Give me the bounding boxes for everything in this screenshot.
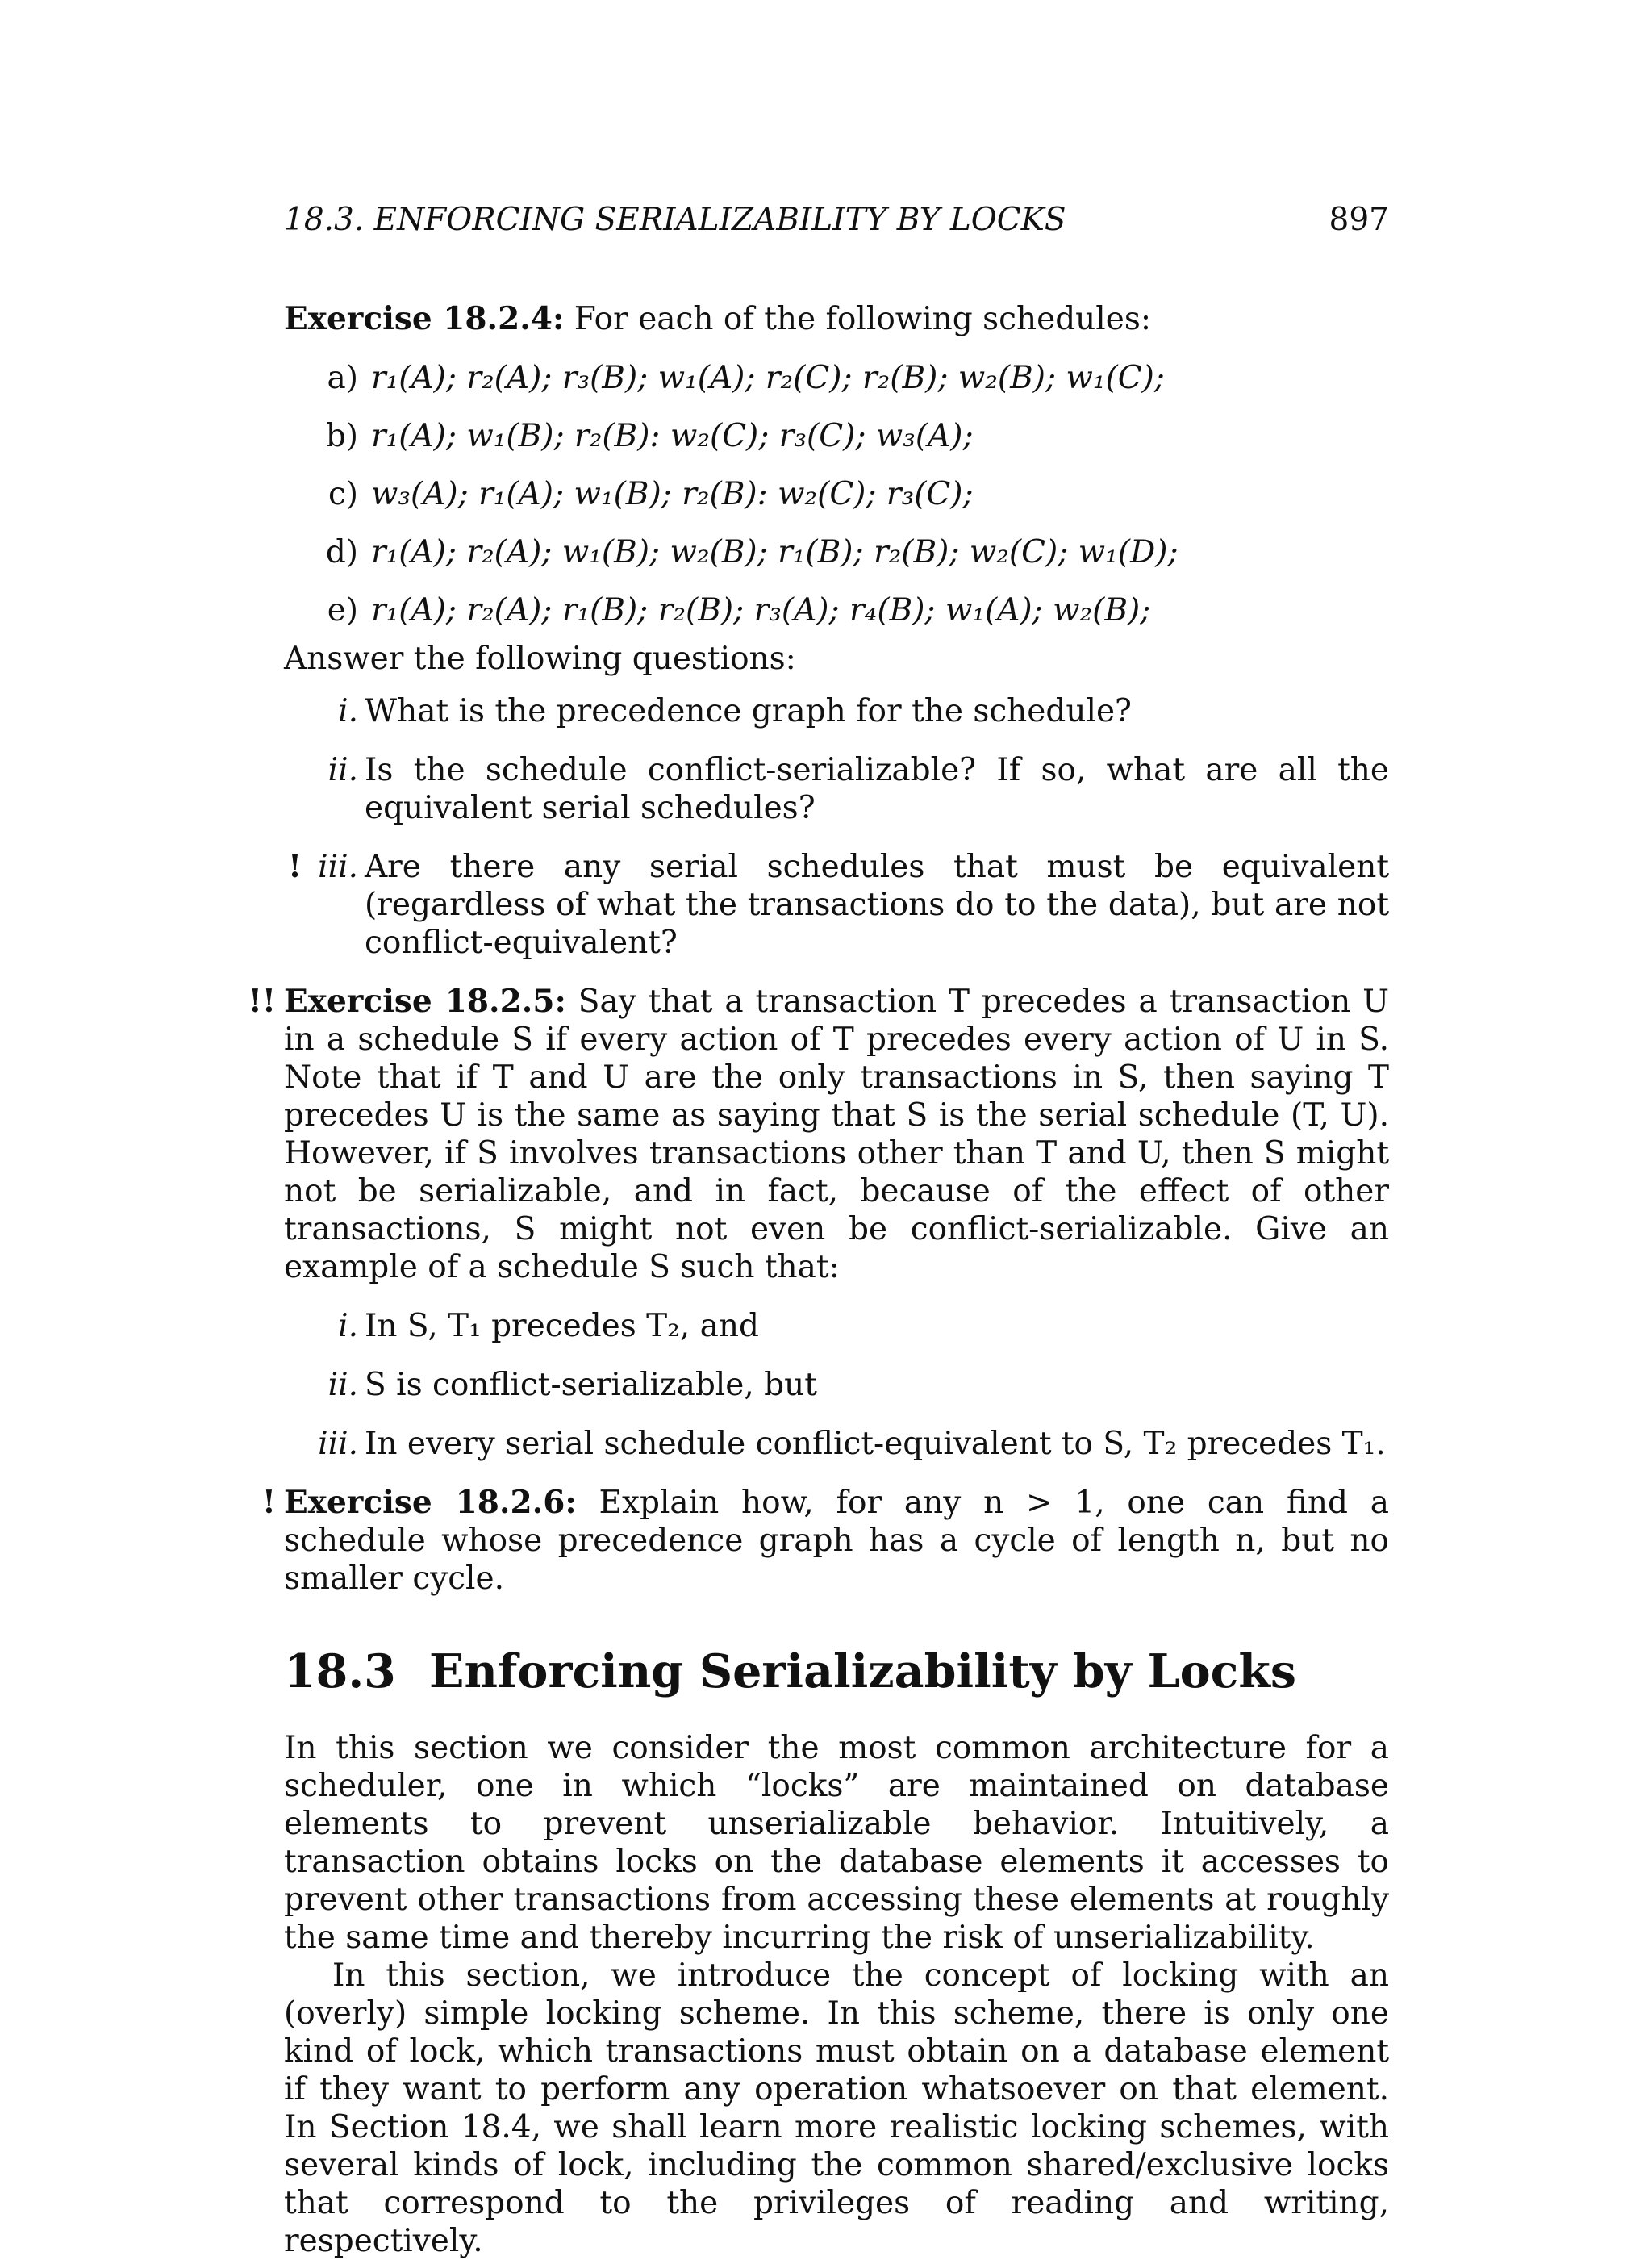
exercise-18-2-6 [261,1484,1389,1598]
schedule-label: c) [327,476,358,512]
section-heading [284,1644,1389,1698]
exercise-label: Exercise 18.2.6: [284,1484,577,1521]
page-number: 897 [1329,202,1389,238]
difficulty-mark: ! [261,1484,276,1521]
item-text: S is conflict-serializable, but [365,1367,817,1403]
difficulty-mark: !! [248,983,276,1020]
schedule-text: r₁(A); r₂(A); r₁(B); r₂(B); r₃(A); r₄(B); w₁(A); w₂(B); [371,592,1151,629]
section-paragraph: In this section we consider the most common architecture for a scheduler, one in which “locks” are maintained on database elements to prevent unserializable behavior. Intuitively, a transaction obtains locks on the database elements it accesses to prevent other transactions from accessing these elements at roughly the same time and thereby incurring the risk of unserializability. [284,1730,1389,1956]
question-iii [288,848,1389,962]
question-i [338,692,1389,730]
schedule-label: b) [325,418,358,454]
item-number: ii. [327,1367,358,1403]
answer-intro: Answer the following questions: [284,641,796,677]
exercise-label: Exercise 18.2.4: [284,300,565,337]
exercise-text: Say that a transaction T precedes a transaction U in a schedule S if every action of T precedes every action of U in S. Note that if T and U are the only transactions in S, then saying T precedes U is the same as saying that S is the serial schedule (T, U). However, if S involves transactions other than T and U, then S might not be serializable, and in fact, because of the effect of other transactions, S might not even be conflict-serializable. Give an example of a schedule S such that: [284,984,1389,1285]
running-title: 18.3. ENFORCING SERIALIZABILITY BY LOCKS [284,202,1066,238]
exercise-intro-text: For each of the following schedules: [574,301,1151,337]
question-text: Are there any serial schedules that must be equivalent (regardless of what the transactions do to the data), but are not conflict-equivalent? [365,849,1389,961]
schedule-text: r₁(A); r₂(A); w₁(B); w₂(B); r₁(B); r₂(B); w₂(C); w₁(D); [371,534,1179,570]
exercise-18-2-4-intro [284,300,1389,338]
section-paragraph: In this section, we introduce the concept of locking with an (overly) simple locking scheme. In this scheme, there is only one kind of lock, which transactions must obtain on a database element if they want to perform any operation whatsoever on that element. In Section 18.4, we shall learn more realistic locking schemes, with several kinds of lock, including the common shared/exclusive locks that correspond to the privileges of reading and writing, respectively. [284,1957,1389,2259]
item-ii [327,1366,1389,1404]
schedule-label: d) [325,534,358,570]
page [248,202,1389,2260]
schedule-text: w₃(A); r₁(A); w₁(B); r₂(B): w₂(C); r₃(C); [371,476,974,512]
item-text: In S, T₁ precedes T₂, and [365,1308,759,1344]
schedule-text: r₁(A); w₁(B); r₂(B): w₂(C); r₃(C); w₃(A); [371,418,974,454]
schedule-text: r₁(A); r₂(A); r₃(B); w₁(A); r₂(C); r₂(B); w₂(B); w₁(C); [371,360,1165,396]
item-text: In every serial schedule conflict-equivalent to S, T₂ precedes T₁. [365,1426,1386,1462]
schedule-e [316,591,1389,640]
section-number: 18.3 [284,1644,396,1698]
question-text: Is the schedule conflict-serializable? If so, what are all the equivalent serial schedules? [365,752,1389,826]
question-number: i. [338,693,358,729]
exercise-18-2-5 [248,983,1389,1286]
item-number: i. [338,1308,358,1344]
schedule-label: e) [327,592,358,629]
section-title: Enforcing Serializability by Locks [429,1644,1296,1698]
schedule-d [316,533,1389,591]
question-number: ii. [327,752,358,788]
schedule-a [316,359,1389,417]
question-ii [327,751,1389,827]
question-number: iii. [318,849,358,885]
exercise-text: Explain how, for any n > 1, one can find a schedule whose precedence graph has a cycle of length n, but no smaller cycle. [284,1485,1389,1597]
running-header [284,202,1389,250]
exercise-label: Exercise 18.2.5: [284,983,566,1020]
schedule-c [316,475,1389,533]
schedule-b [316,417,1389,475]
difficulty-mark: ! [288,848,302,885]
question-text: What is the precedence graph for the schedule? [365,693,1132,729]
item-i [338,1307,1389,1345]
schedule-label: a) [327,360,358,396]
item-iii [318,1425,1389,1463]
item-number: iii. [318,1426,358,1462]
